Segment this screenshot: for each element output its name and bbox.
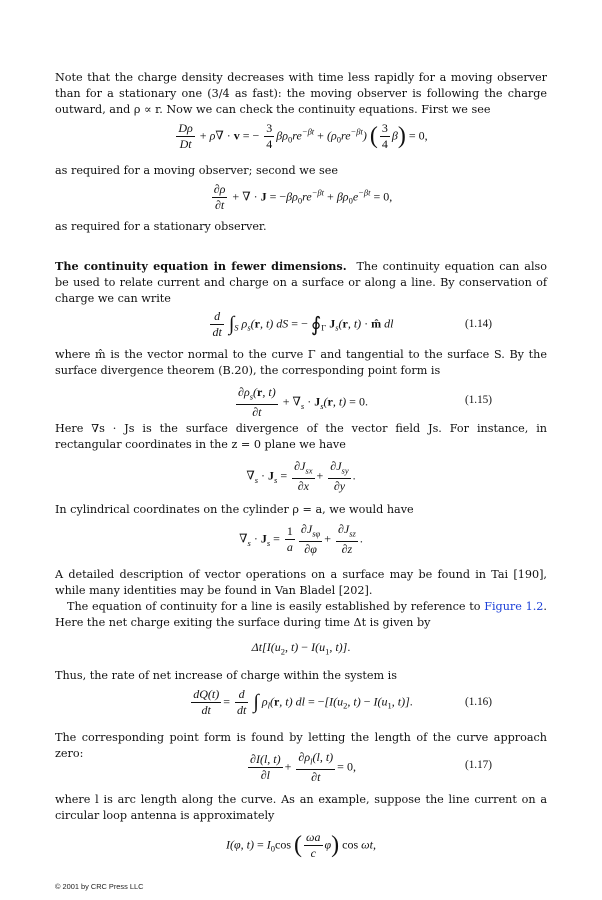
paragraph-charge-density: Note that the charge density decreases with time less rapidly for a moving observer than for a stationary one (3/4 as fast): the moving observer is following the charge outward, and ρ ∝ r. Now we can check the continuity equations. First we see	[55, 71, 547, 117]
paragraph-line-continuity-text: The equation of continuity for a line is easily established by reference to	[67, 600, 481, 613]
equation-cylindrical: $\nabla_s \cdot J_s$ = $\frac{1}{a}$ $\frac{\partial J_{s\varphi}}{\partial\varphi}$ + $\frac{\partial J_{sz}}{\partial z}$ .	[239, 522, 363, 557]
paragraph-surface-divergence: Here ∇s · Js is the surface divergence of the vector field Js. For instance, in rectangular coordinates in the z = 0 plane we have	[55, 422, 547, 452]
copyright-footer: © 2001 by CRC Press LLC	[55, 882, 144, 891]
paragraph-point-form: The corresponding point form is found by letting the length of the curve approach zero:	[55, 731, 547, 761]
equation-stationary-observer: $\frac{\partial\rho}{\partial t}$ + ∇ · $J = -\beta\rho_0re^{-\beta t} + \beta\rho_0e^{-\beta t} = 0$,	[213, 182, 393, 212]
paragraph-rate-increase: Thus, the rate of net increase of charge within the system is	[55, 669, 397, 682]
paragraph-normal-vector: where m̂ is the vector normal to the curve Γ and tangential to the surface S. By the surface divergence theorem (B.20), the corresponding point form is	[55, 348, 547, 378]
paragraph-fewer-dimensions	[55, 258, 547, 308]
paragraph-line-continuity	[55, 599, 547, 631]
paragraph-moving-observer: as required for a moving observer; second we see	[55, 164, 338, 177]
section-heading: The continuity equation in fewer dimensions.	[55, 259, 347, 273]
equation-net-charge: $\Delta t[I(u_2$, $t) - I(u_1$, t)].	[251, 640, 351, 657]
equation-number-1-16: (1.16)	[464, 696, 492, 708]
paragraph-cylindrical: In cylindrical coordinates on the cylinder ρ = a, we would have	[55, 503, 414, 516]
equation-1-15: $\frac{\partial\rho_s(r, t)}{\partial t}$ + $\nabla_s \cdot J_s(r$, t) = 0. (1.15)	[238, 385, 492, 420]
equation-number-1-15: (1.15)	[464, 394, 492, 406]
paragraph-stationary-observer: as required for a stationary observer.	[55, 220, 267, 233]
equation-1-14: $\frac{d}{dt}$ $\int_S$ $\rho_s(r$, t) dS = − $∮_\Gamma$ $J_s(r$, t) · m̂ dl (1.14)	[212, 309, 492, 339]
paragraph-line-continuity-text-end: . Here the net charge exiting the surface during time Δt is given by	[55, 600, 547, 630]
equation-1-16: $\frac{dQ(t)}{dt}$ = $\frac{d}{dt}$ ∫ $\rho_l(r$, t) dl = $-[I(u_2$, $t) - I(u_1$, t)]. (1.16)	[193, 687, 492, 717]
paragraph-loop-antenna: where l is arc length along the curve. As an example, suppose the line current on a circular loop antenna is approximately	[55, 793, 547, 823]
equation-number-1-14: (1.14)	[464, 318, 492, 330]
equation-moving-observer: $\frac{D\rho}{Dt}$ + ρ∇ · v = − $\frac{3}{4}$ $\beta\rho_0re^{-\beta t} + (\rho_0re^{-\beta t})$ ( $\frac{3}{4}$ β) = 0,	[178, 121, 428, 151]
equation-loop-current: I(φ, $t) = I_0\cos$ ( $\frac{\omega a}{c}$ φ) cos ωt,	[226, 830, 376, 860]
figure-link[interactable]: Figure 1.2	[484, 600, 544, 613]
equation-rectangular: $\nabla_s \cdot J_s$ = $\frac{\partial J_{sx}}{\partial x}$ + $\frac{\partial J_{sy}}{\partial y}$ .	[246, 459, 356, 494]
equation-1-17: $\frac{\partial I(l, t)}{\partial l}$ + $\frac{\partial\rho_l(l, t)}{\partial t}$ = 0, (1.17)	[250, 750, 492, 785]
paragraph-fewer-dimensions-text: The continuity equation can also be used to relate current and charge on a surface or along a line. By conservation of charge we can write	[55, 260, 547, 306]
paragraph-surface-operations: A detailed description of vector operations on a surface may be found in Tai [190], while many identities may be found in Van Bladel [202].	[55, 568, 547, 598]
equation-number-1-17: (1.17)	[464, 759, 492, 771]
